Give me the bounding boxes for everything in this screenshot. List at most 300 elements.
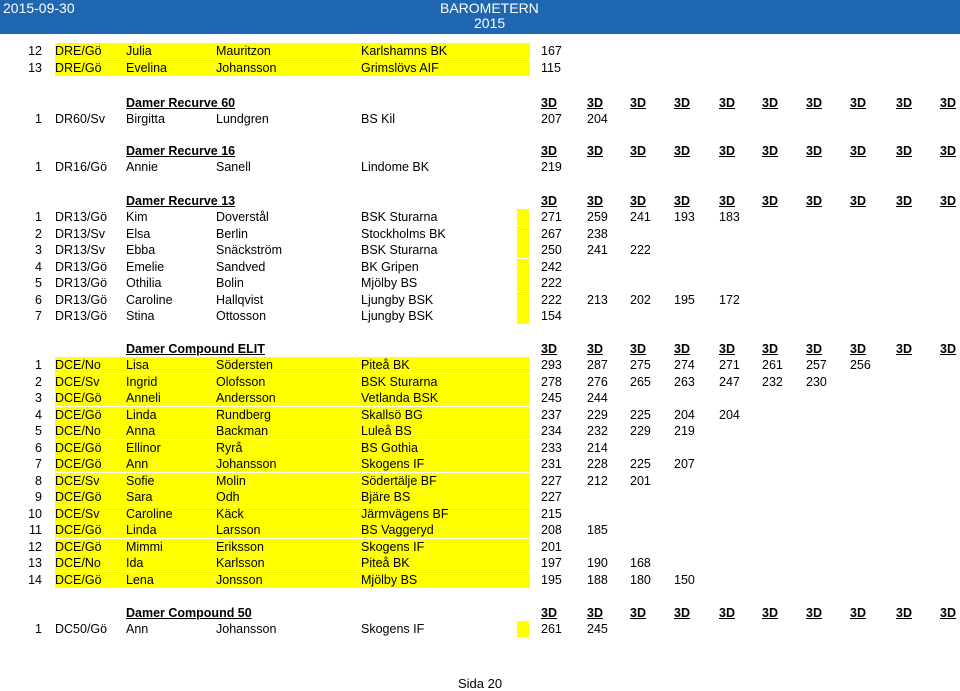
first-name: Birgitta [126,112,165,126]
rank: 4 [35,259,42,274]
first-name: Ida [126,556,144,570]
result-row [0,374,960,390]
club: BK Gripen [361,259,419,274]
round-header: 3D [762,342,778,356]
round-header: 3D [896,96,912,110]
score: 271 [541,210,562,224]
club: Karlshamns BK [361,44,448,58]
last-name: Olofsson [216,374,266,389]
result-row [0,572,960,588]
last-name: Ryrå [216,440,243,455]
club: BSK Sturarna [361,243,438,257]
score: 193 [674,210,695,224]
score: 222 [541,292,562,307]
round-header: 3D [940,194,956,208]
round-header: 3D [541,342,557,356]
first-name: Sara [126,490,153,504]
score: 195 [674,292,695,307]
score: 227 [541,473,562,488]
class-code: DCE/Sv [55,473,100,488]
club: Stockholms BK [361,226,446,241]
score: 232 [587,424,608,438]
result-row [0,423,960,439]
round-header: 3D [850,606,866,620]
rank: 6 [35,292,42,307]
score: 195 [541,572,562,587]
result-row [0,43,960,59]
round-header: 3D [940,144,956,158]
score: 237 [541,407,562,422]
rank: 5 [35,276,42,290]
club: BSK Sturarna [361,374,438,389]
class-code: DCE/Sv [55,374,100,389]
round-header: 3D [850,194,866,208]
header-year: 2015 [474,15,506,31]
page-footer: Sida 20 [457,676,503,691]
club: Vetlanda BSK [361,391,439,405]
score: 241 [630,210,651,224]
result-row [0,308,960,324]
first-name: Stina [126,309,155,323]
result-row [0,226,960,242]
round-header: 3D [762,144,778,158]
rank: 7 [35,309,42,323]
result-row [0,489,960,505]
last-name: Käck [216,506,244,521]
last-name: Snäckström [216,243,282,257]
header-title: BAROMETERN [440,0,539,16]
round-header: 3D [587,606,603,620]
rank: 10 [28,506,42,521]
club: Skogens IF [361,457,425,471]
round-header: 3D [541,96,557,110]
first-name: Sofie [126,473,155,488]
first-name: Ann [126,457,149,471]
round-header: 3D [719,96,735,110]
rank: 7 [35,457,42,471]
result-row [0,473,960,489]
result-row [0,440,960,456]
round-header: 3D [940,606,956,620]
first-name: Anna [126,424,156,438]
highlight-stripe [517,308,529,324]
score: 168 [630,556,651,570]
rank: 5 [35,424,42,438]
round-header: 3D [806,96,822,110]
round-header: 3D [940,96,956,110]
class-code: DR13/Sv [55,226,106,241]
score: 180 [630,572,651,587]
score: 222 [630,243,651,257]
score: 208 [541,523,562,537]
round-header: 3D [630,194,646,208]
score: 245 [541,391,562,405]
last-name: Doverstål [216,210,269,224]
round-header: 3D [587,342,603,356]
result-row [0,621,960,637]
club: Skogens IF [361,622,425,636]
score: 244 [587,391,608,405]
section-title: Damer Recurve 16 [126,144,236,158]
score: 233 [541,440,562,455]
score: 267 [541,226,562,241]
score: 278 [541,374,562,389]
club: Mjölby BS [361,276,418,290]
class-code: DCE/Gö [55,457,102,471]
class-code: DCE/Gö [55,440,102,455]
round-header: 3D [587,144,603,158]
class-code: DC50/Gö [55,622,108,636]
club: Mjölby BS [361,572,418,587]
score: 275 [630,358,651,372]
round-header: 3D [940,342,956,356]
rank: 1 [35,358,42,372]
club: BSK Sturarna [361,210,438,224]
score: 222 [541,276,562,290]
class-code: DRE/Gö [55,44,102,58]
rank: 4 [35,407,42,422]
result-row [0,259,960,275]
round-header: 3D [896,342,912,356]
rank: 11 [29,523,42,537]
score: 183 [719,210,740,224]
header-date: 2015-09-30 [3,0,75,16]
class-code: DR13/Gö [55,210,108,224]
score: 154 [541,309,562,323]
result-row [0,456,960,472]
result-row [0,522,960,538]
rank: 8 [35,473,42,488]
score: 219 [674,424,695,438]
class-code: DR16/Gö [55,160,108,174]
round-header: 3D [541,606,557,620]
club: Ljungby BSK [361,309,434,323]
score: 204 [674,407,695,422]
round-header: 3D [719,606,735,620]
score: 229 [630,424,651,438]
section-header [0,143,960,159]
first-name: Othilia [126,276,162,290]
club: Skogens IF [361,539,425,554]
last-name: Sandved [216,259,266,274]
rank: 1 [35,112,42,126]
result-row [0,242,960,258]
club: Södertälje BF [361,473,437,488]
rank: 2 [35,374,42,389]
last-name: Odh [216,490,240,504]
round-header: 3D [630,144,646,158]
first-name: Ann [126,622,149,636]
score: 261 [762,358,783,372]
class-code: DCE/No [55,358,101,372]
class-code: DCE/Gö [55,539,102,554]
score: 242 [541,259,562,274]
page-header-banner [0,0,960,34]
score: 225 [630,457,651,471]
section-title: Damer Compound ELIT [126,342,265,356]
round-header: 3D [850,96,866,110]
highlight-stripe [517,209,529,225]
result-row [0,506,960,522]
last-name: Karlsson [216,556,265,570]
score: 247 [719,374,740,389]
result-row [0,275,960,291]
score: 230 [806,374,827,389]
rank: 12 [28,44,42,58]
first-name: Lisa [126,358,149,372]
first-name: Annie [126,160,158,174]
score: 201 [630,473,651,488]
score: 202 [630,292,651,307]
rank: 2 [35,226,42,241]
score: 229 [587,407,608,422]
last-name: Eriksson [216,539,264,554]
first-name: Emelie [126,259,165,274]
score: 207 [541,112,562,126]
score: 231 [541,457,562,471]
class-code: DR13/Gö [55,292,108,307]
last-name: Sanell [216,160,251,174]
highlight-stripe [517,292,529,308]
first-name: Ingrid [126,374,158,389]
score: 204 [719,407,740,422]
result-row [0,407,960,423]
highlight-stripe [517,275,529,291]
result-row [0,292,960,308]
score: 188 [587,572,608,587]
first-name: Elsa [126,226,151,241]
last-name: Mauritzon [216,44,271,58]
score: 293 [541,358,562,372]
score: 234 [541,424,562,438]
club: BS Vaggeryd [361,523,434,537]
last-name: Molin [216,473,246,488]
score: 276 [587,374,608,389]
score: 214 [587,440,608,455]
class-code: DCE/No [55,556,101,570]
last-name: Jonsson [216,572,263,587]
score: 259 [587,210,608,224]
score: 190 [587,556,608,570]
round-header: 3D [674,144,690,158]
highlight-stripe [517,242,529,258]
round-header: 3D [762,606,778,620]
round-header: 3D [630,96,646,110]
score: 228 [587,457,608,471]
first-name: Caroline [126,292,173,307]
first-name: Anneli [126,391,161,405]
section-title: Damer Compound 50 [126,606,252,620]
class-code: DCE/Gö [55,407,102,422]
class-code: DRE/Gö [55,60,102,75]
score: 219 [541,160,562,174]
rank: 6 [35,440,42,455]
score: 185 [587,523,608,537]
score: 225 [630,407,651,422]
last-name: Andersson [216,391,276,405]
round-header: 3D [806,606,822,620]
rank: 1 [35,210,42,224]
club: Lindome BK [361,160,430,174]
first-name: Linda [126,407,157,422]
score: 241 [587,243,608,257]
last-name: Backman [216,424,269,438]
score: 213 [587,292,608,307]
section-header [0,193,960,209]
result-row [0,209,960,225]
first-name: Mimmi [126,539,163,554]
round-header: 3D [806,144,822,158]
first-name: Caroline [126,506,173,521]
result-row [0,390,960,406]
score: 287 [587,358,608,372]
highlight-stripe [517,621,529,637]
round-header: 3D [896,144,912,158]
club: BS Kil [361,112,396,126]
highlight-stripe [517,226,529,242]
score: 197 [541,556,562,570]
club: Grimslövs AIF [361,60,439,75]
first-name: Julia [126,44,152,58]
round-header: 3D [850,144,866,158]
round-header: 3D [719,194,735,208]
round-header: 3D [674,194,690,208]
score: 215 [541,506,562,521]
class-code: DCE/Gö [55,490,102,504]
first-name: Ebba [126,243,156,257]
rank: 12 [28,539,42,554]
score: 257 [806,358,827,372]
class-code: DR13/Gö [55,276,108,290]
class-code: DCE/Gö [55,523,102,537]
section-header [0,95,960,111]
result-row [0,555,960,571]
last-name: Johansson [216,622,277,636]
section-title: Damer Recurve 60 [126,96,236,110]
rank: 13 [28,60,42,75]
round-header: 3D [762,96,778,110]
class-code: DR60/Sv [55,112,106,126]
last-name: Bolin [216,276,244,290]
club: Luleå BS [361,424,412,438]
rank: 14 [28,572,42,587]
last-name: Johansson [216,457,277,471]
class-code: DCE/Sv [55,506,100,521]
round-header: 3D [850,342,866,356]
class-code: DCE/Gö [55,572,102,587]
rank: 9 [35,490,42,504]
first-name: Ellinor [126,440,161,455]
round-header: 3D [674,342,690,356]
score: 150 [674,572,695,587]
score: 245 [587,622,608,636]
round-header: 3D [719,144,735,158]
last-name: Johansson [216,60,277,75]
club: Piteå BK [361,358,410,372]
round-header: 3D [719,342,735,356]
score: 274 [674,358,695,372]
club: Skallsö BG [361,407,423,422]
result-row [0,357,960,373]
round-header: 3D [541,144,557,158]
score: 261 [541,622,562,636]
last-name: Lundgren [216,112,269,126]
score: 201 [541,539,562,554]
last-name: Larsson [216,523,261,537]
section-header [0,605,960,621]
round-header: 3D [806,342,822,356]
last-name: Södersten [216,358,273,372]
club: BS Gothia [361,440,418,455]
result-row [0,159,960,175]
score: 250 [541,243,562,257]
round-header: 3D [587,194,603,208]
last-name: Rundberg [216,407,271,422]
class-code: DCE/Gö [55,391,102,405]
rank: 13 [28,556,42,570]
score: 204 [587,112,608,126]
club: Järmvägens BF [361,506,449,521]
rank: 3 [35,391,42,405]
club: Bjäre BS [361,490,411,504]
class-code: DR13/Gö [55,309,108,323]
round-header: 3D [630,606,646,620]
class-code: DR13/Gö [55,259,108,274]
result-row [0,111,960,127]
class-code: DCE/No [55,424,101,438]
round-header: 3D [541,194,557,208]
score: 256 [850,358,871,372]
score: 207 [674,457,695,471]
highlight-stripe [517,259,529,275]
last-name: Ottosson [216,309,267,323]
rank: 1 [35,160,42,174]
club: Ljungby BSK [361,292,434,307]
section-title: Damer Recurve 13 [126,194,236,208]
class-code: DR13/Sv [55,243,106,257]
club: Piteå BK [361,556,410,570]
round-header: 3D [630,342,646,356]
score: 227 [541,490,562,504]
first-name: Lena [126,572,154,587]
score: 115 [541,60,561,75]
section-header [0,341,960,357]
first-name: Evelina [126,60,167,75]
first-name: Linda [126,523,157,537]
last-name: Hallqvist [216,292,264,307]
rank: 1 [35,622,42,636]
score: 263 [674,374,695,389]
rank: 3 [35,243,42,257]
score: 238 [587,226,608,241]
round-header: 3D [896,606,912,620]
score: 167 [541,44,562,58]
round-header: 3D [674,96,690,110]
score: 232 [762,374,783,389]
round-header: 3D [674,606,690,620]
score: 271 [719,358,740,372]
result-row [0,539,960,555]
round-header: 3D [587,96,603,110]
round-header: 3D [762,194,778,208]
score: 172 [719,292,740,307]
score: 212 [587,473,608,488]
last-name: Berlin [216,226,248,241]
first-name: Kim [126,210,148,224]
result-row [0,60,960,76]
round-header: 3D [806,194,822,208]
round-header: 3D [896,194,912,208]
